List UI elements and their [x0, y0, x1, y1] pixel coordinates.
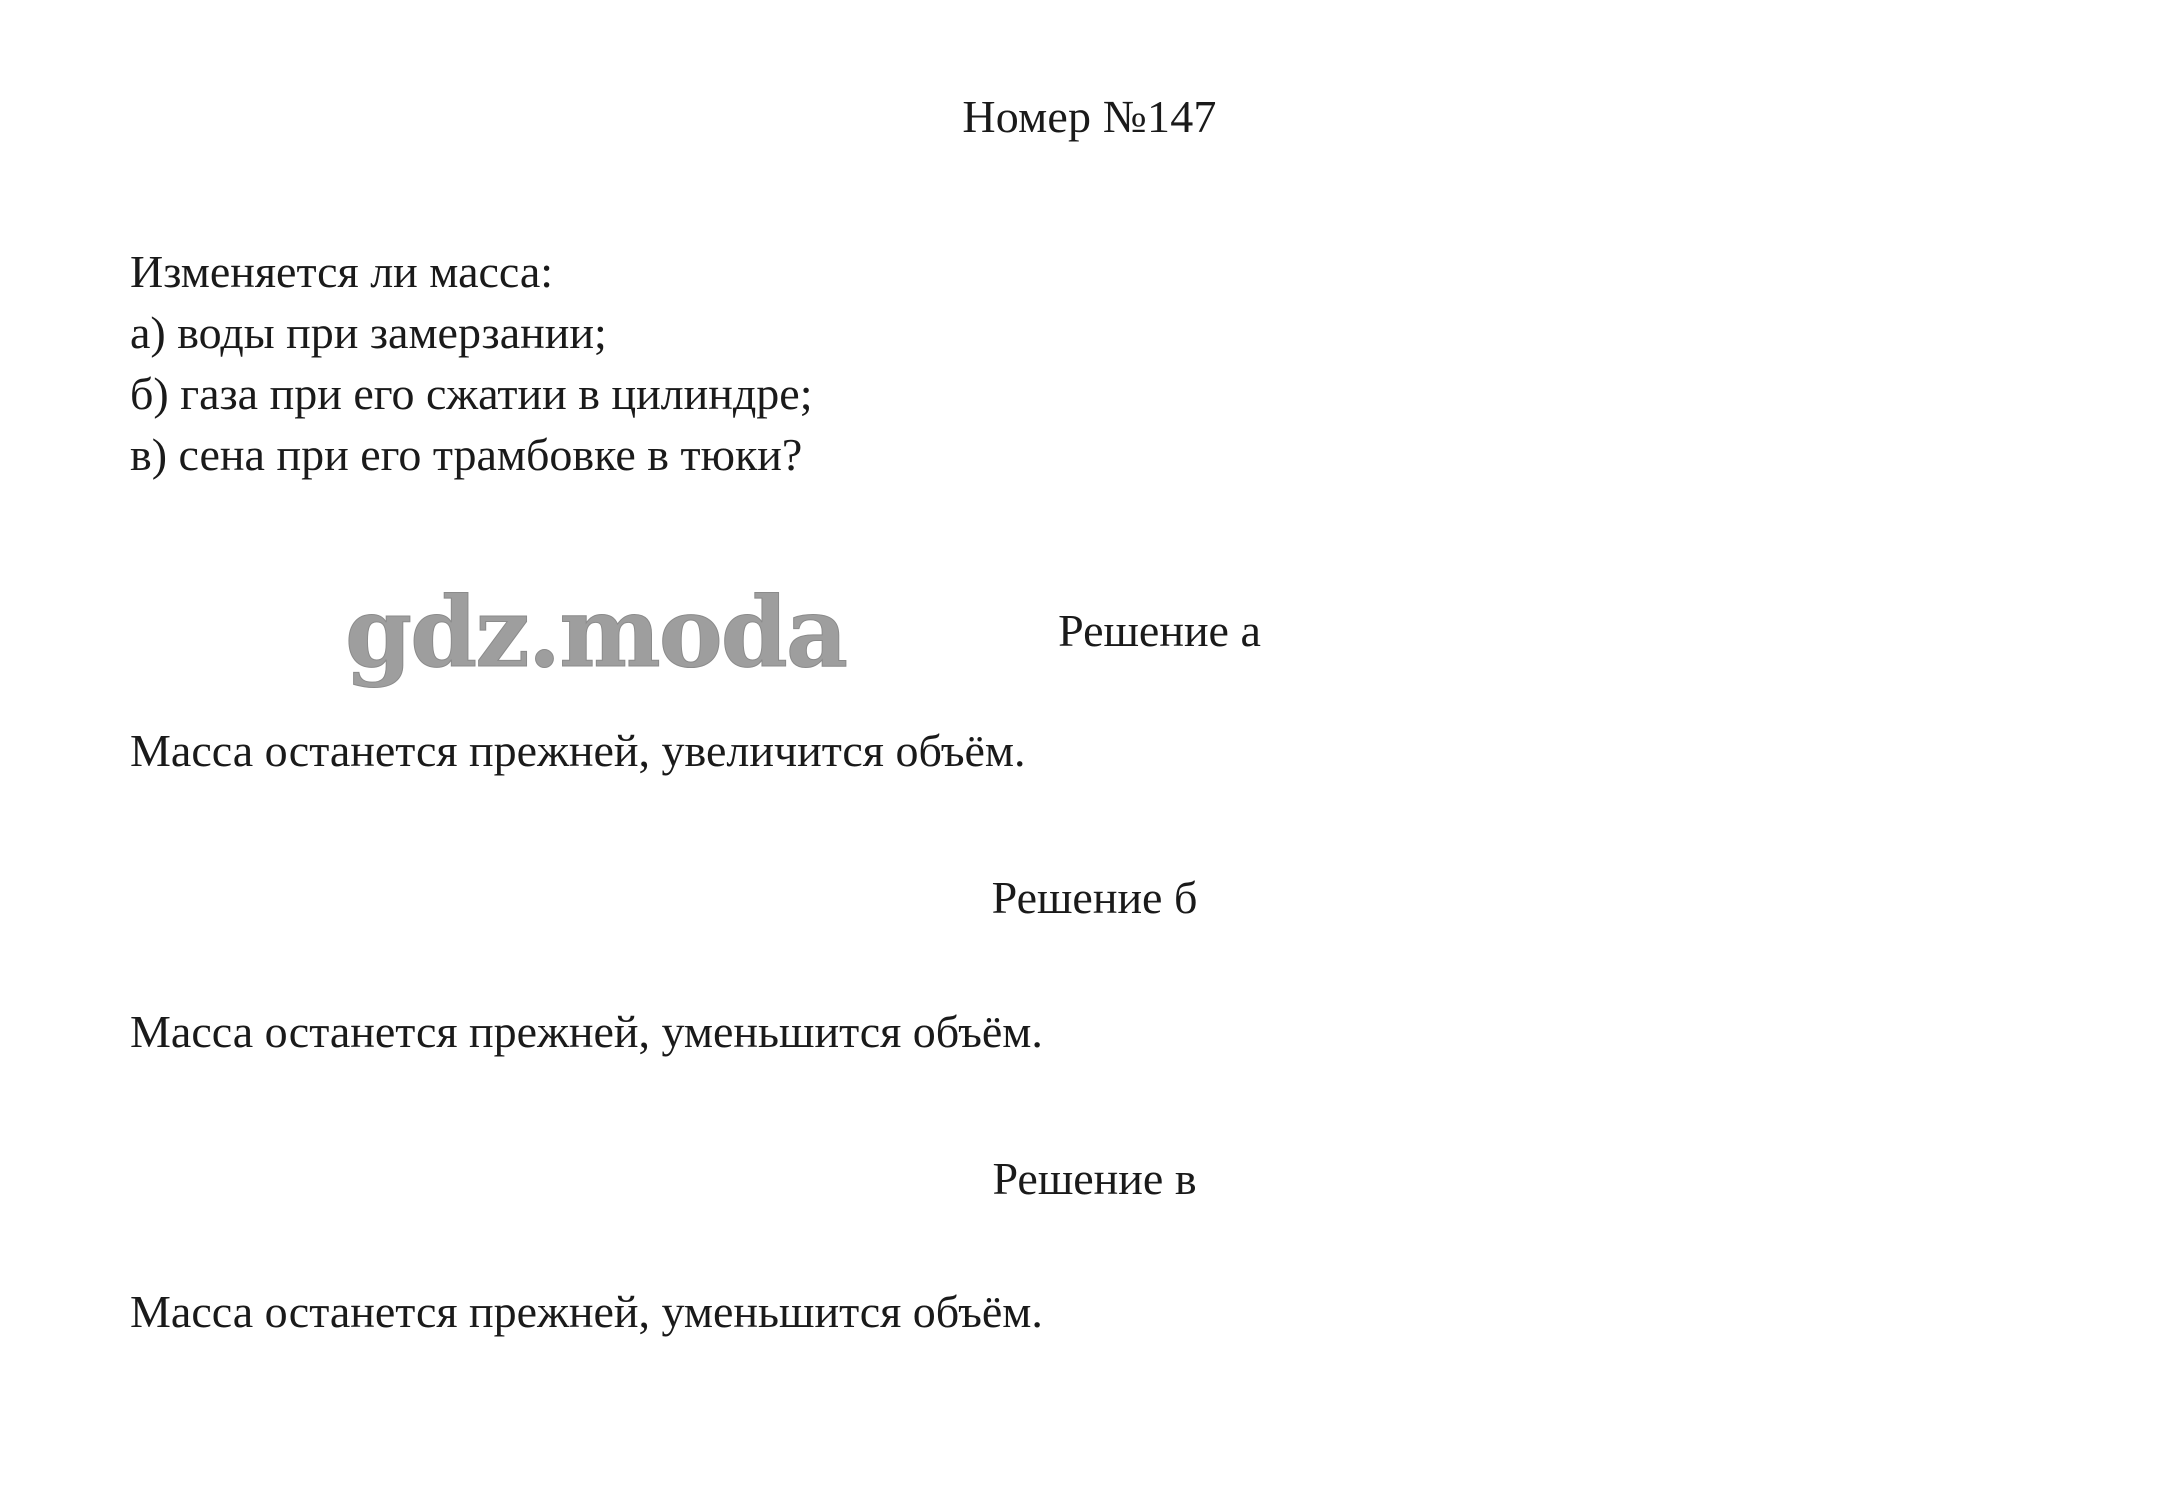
spacer-3 — [130, 1059, 2059, 1151]
question-block — [130, 241, 2059, 486]
spacer-2 — [130, 926, 2059, 1004]
question-item-c: в) сена при его трамбовке в тюки? — [130, 429, 803, 481]
question-item-b: б) газа при его сжатии в цилиндре; — [130, 367, 813, 419]
page-title: Номер №147 — [962, 91, 1217, 142]
spacer-4 — [130, 1206, 2059, 1284]
question-item-a: а) воды при замерзании; — [130, 306, 607, 358]
solution-a-heading: Решение а — [1058, 605, 1261, 657]
solution-b-heading: Решение б — [991, 872, 1198, 924]
solution-c-heading: Решение в — [992, 1152, 1197, 1204]
solution-a-answer: Масса останется прежней, увеличится объём. — [130, 725, 1026, 777]
spacer-1 — [130, 778, 2059, 870]
watermark-logo: gdz.moda — [345, 576, 847, 690]
question-intro: Изменяется ли масса: — [130, 245, 554, 297]
solution-c-answer: Масса останется прежней, уменьшится объём. — [130, 1286, 1043, 1338]
document-page — [0, 92, 2179, 1500]
document-body — [130, 241, 2059, 1340]
solution-a-header-row — [130, 576, 2059, 695]
solution-b-answer: Масса останется прежней, уменьшится объём. — [130, 1005, 1043, 1057]
